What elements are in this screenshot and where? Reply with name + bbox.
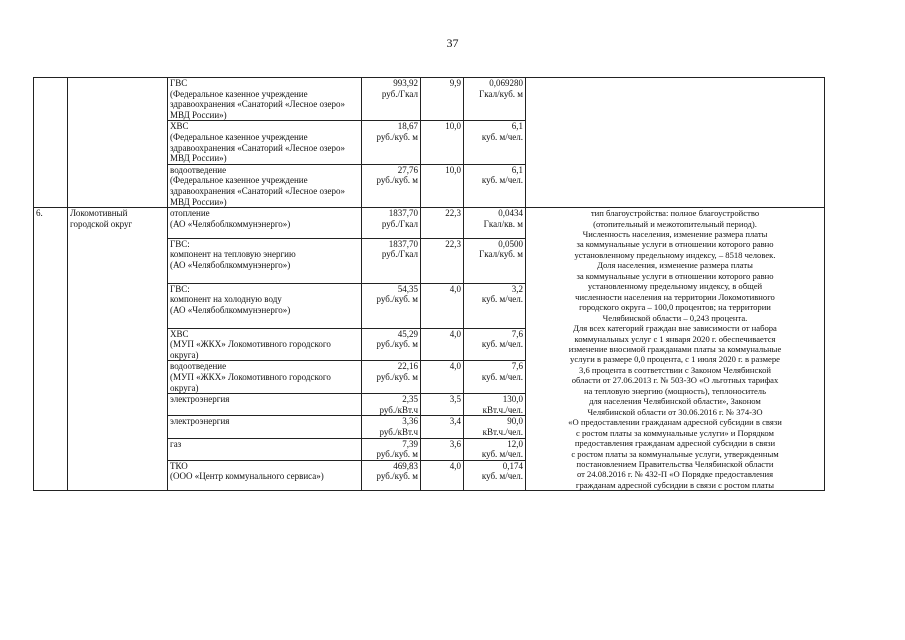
row-number-cell xyxy=(34,78,68,208)
service-text: ХВС (Федеральное казенное учреждение здравоохранения «Санаторий «Лесное озеро» МВД России») xyxy=(170,121,346,164)
service-cell xyxy=(168,78,362,121)
notes-text: тип благоустройства: полное благоустройство (отопительный и межотопительный период). Численность населения, изменение размера платы за коммунальные услуги в отношении которого равно установленному предельному индексу, – 8518 человек. Доля населения, изменение размера платы за коммунальные услуги в отношении которого равно установленному предельному индексу, в общей численности населения на территории Локомотивного городского округа – 100,0 процентов; на территории Челябинской области – 0,243 процента. Для всех категорий граждан вне зависимости от набора коммунальных услуг с 1 января 2020 г. обеспечивается изменение вносимой гражданами платы за коммунальные услуги в размере 0,0 процента, с 1 июля 2020 г. в размере 3,6 процента в соответствии с Законом Челябинской области от 27.06.2013 г. № 503-ЗО «О льготных тарифах на тепловую энергию (мощность), теплоноситель для населения Челябинской области», Законом Челябинской области от 30.06.2016 г. № 374-ЗО «О предоставлении гражданам адресной субсидии в связи с ростом платы за коммунальные услуги» и Порядком предоставления гражданам адресной субсидии в связи с ростом платы за коммунальные услуги, утвержденным постановлением Правительства Челябинской области от 24.08.2016 г. № 432-П «О Порядке предоставления гражданам адресной субсидии в связи с ростом платы xyxy=(568,208,782,490)
tariff-cell xyxy=(362,416,421,438)
service-text: газ xyxy=(170,438,182,449)
tariff-table xyxy=(33,77,825,491)
service-cell xyxy=(168,438,362,460)
tariff-unit: руб./куб. м xyxy=(376,175,418,186)
tariff-cell xyxy=(362,121,421,164)
norm-value: 6,1 xyxy=(511,164,523,175)
norm-cell xyxy=(464,361,526,394)
municipality-cell xyxy=(68,78,168,208)
service-text: ГВС: компонент на тепловую энергию (АО «Челябоблкоммунэнерго») xyxy=(170,238,296,270)
municipality-cell xyxy=(68,208,168,491)
page-number: 37 xyxy=(446,36,459,50)
norm-unit: Гкал/кв. м xyxy=(483,218,523,229)
norm-cell xyxy=(464,438,526,460)
norm-value: 3,2 xyxy=(511,283,523,294)
norm-unit: кВт.ч./чел. xyxy=(482,404,523,415)
service-cell xyxy=(168,394,362,416)
tariff-value: 1837,70 xyxy=(388,238,418,249)
tariff-value: 993,92 xyxy=(393,78,418,88)
norm-cell xyxy=(464,460,526,491)
norm-value: 130,0 xyxy=(502,394,523,405)
growth-cell xyxy=(421,416,464,438)
growth-value: 3,6 xyxy=(449,438,461,449)
norm-value: 90,0 xyxy=(507,416,523,427)
tariff-unit: руб./куб. м xyxy=(376,131,418,142)
row-number-cell xyxy=(34,208,68,491)
growth-value: 22,3 xyxy=(445,238,461,249)
norm-cell xyxy=(464,238,526,283)
service-text: ХВС (МУП «ЖКХ» Локомотивного городского округа) xyxy=(170,328,331,360)
growth-cell xyxy=(421,361,464,394)
growth-value: 9,9 xyxy=(449,78,461,88)
service-text: водоотведение (Федеральное казенное учреждение здравоохранения «Санаторий «Лесное озеро» МВД России») xyxy=(170,164,346,207)
growth-cell xyxy=(421,238,464,283)
norm-value: 0,069280 xyxy=(489,78,523,88)
growth-cell xyxy=(421,328,464,361)
tariff-unit: руб./кВт.ч xyxy=(379,427,418,438)
norm-value: 7,6 xyxy=(511,328,523,339)
tariff-unit: руб./куб. м xyxy=(376,372,418,383)
tariff-cell xyxy=(362,164,421,207)
growth-cell xyxy=(421,460,464,491)
tariff-cell xyxy=(362,78,421,121)
tariff-cell xyxy=(362,361,421,394)
growth-value: 4,0 xyxy=(449,361,461,372)
norm-cell xyxy=(464,78,526,121)
notes-cell xyxy=(526,208,825,491)
growth-value: 3,5 xyxy=(449,394,461,405)
table-row xyxy=(34,208,825,238)
tariff-value: 22,16 xyxy=(397,361,418,372)
tariff-cell xyxy=(362,328,421,361)
tariff-value: 45,29 xyxy=(397,328,418,339)
norm-value: 0,0500 xyxy=(498,238,523,249)
growth-cell xyxy=(421,283,464,328)
growth-value: 3,4 xyxy=(449,416,461,427)
service-text: ГВС (Федеральное казенное учреждение здравоохранения «Санаторий «Лесное озеро» МВД России») xyxy=(170,78,346,120)
service-cell xyxy=(168,121,362,164)
service-text: отопление (АО «Челябоблкоммунэнерго») xyxy=(170,208,291,229)
norm-cell xyxy=(464,164,526,207)
municipality-name: Локомотивный городской округ xyxy=(70,208,133,229)
service-cell xyxy=(168,460,362,491)
tariff-cell xyxy=(362,460,421,491)
tariff-unit: руб./куб. м xyxy=(376,339,418,350)
service-cell xyxy=(168,416,362,438)
growth-cell xyxy=(421,438,464,460)
growth-value: 4,0 xyxy=(449,460,461,471)
norm-cell xyxy=(464,283,526,328)
tariff-unit: руб./куб. м xyxy=(376,471,418,482)
norm-unit: куб. м/чел. xyxy=(481,449,523,460)
norm-cell xyxy=(464,208,526,238)
tariff-unit: руб./Гкал xyxy=(381,249,418,260)
growth-cell xyxy=(421,394,464,416)
tariff-value: 54,35 xyxy=(397,283,418,294)
notes-cell xyxy=(526,78,825,208)
norm-unit: куб. м/чел. xyxy=(481,339,523,350)
service-cell xyxy=(168,164,362,207)
norm-unit: куб. м/чел. xyxy=(481,294,523,305)
norm-unit: кВт.ч./чел. xyxy=(482,427,523,438)
norm-cell xyxy=(464,328,526,361)
table-row xyxy=(34,78,825,121)
norm-cell xyxy=(464,121,526,164)
growth-cell xyxy=(421,78,464,121)
section-number: 6. xyxy=(36,208,43,219)
tariff-cell xyxy=(362,438,421,460)
tariff-value: 7,39 xyxy=(402,438,418,449)
tariff-cell xyxy=(362,283,421,328)
norm-unit: Гкал/куб. м xyxy=(479,249,523,260)
tariff-unit: руб./куб. м xyxy=(376,449,418,460)
norm-cell xyxy=(464,416,526,438)
growth-cell xyxy=(421,164,464,207)
tariff-cell xyxy=(362,394,421,416)
service-cell xyxy=(168,208,362,238)
service-cell xyxy=(168,283,362,328)
norm-unit: Гкал/куб. м xyxy=(479,88,523,99)
service-cell xyxy=(168,361,362,394)
norm-value: 7,6 xyxy=(511,361,523,372)
tariff-value: 27,76 xyxy=(397,164,418,175)
tariff-cell xyxy=(362,238,421,283)
tariff-unit: руб./кВт.ч xyxy=(379,404,418,415)
norm-value: 0,174 xyxy=(502,460,523,471)
growth-value: 10,0 xyxy=(445,121,461,132)
tariff-unit: руб./Гкал xyxy=(381,218,418,229)
norm-value: 0,0434 xyxy=(498,208,523,219)
service-text: водоотведение (МУП «ЖКХ» Локомотивного городского округа) xyxy=(170,361,331,393)
tariff-value: 469,83 xyxy=(393,460,418,471)
norm-unit: куб. м/чел. xyxy=(481,372,523,383)
tariff-unit: руб./куб. м xyxy=(376,294,418,305)
norm-value: 6,1 xyxy=(511,121,523,132)
growth-value: 10,0 xyxy=(445,164,461,175)
norm-unit: куб. м/чел. xyxy=(481,471,523,482)
growth-cell xyxy=(421,121,464,164)
service-text: электроэнергия xyxy=(170,394,230,405)
growth-value: 4,0 xyxy=(449,328,461,339)
norm-unit: куб. м/чел. xyxy=(481,175,523,186)
tariff-unit: руб./Гкал xyxy=(381,88,418,99)
growth-value: 4,0 xyxy=(449,283,461,294)
norm-cell xyxy=(464,394,526,416)
tariff-cell xyxy=(362,208,421,238)
service-cell xyxy=(168,328,362,361)
tariff-value: 3,36 xyxy=(402,416,418,427)
tariff-value: 2,35 xyxy=(402,394,418,405)
service-text: ТКО (ООО «Центр коммунального сервиса») xyxy=(170,460,324,482)
growth-cell xyxy=(421,208,464,238)
service-cell xyxy=(168,238,362,283)
tariff-value: 18,67 xyxy=(397,121,418,132)
service-text: электроэнергия xyxy=(170,416,230,427)
norm-unit: куб. м/чел. xyxy=(481,131,523,142)
growth-value: 22,3 xyxy=(445,208,461,219)
service-text: ГВС: компонент на холодную воду (АО «Челябоблкоммунэнерго») xyxy=(170,283,291,315)
tariff-value: 1837,70 xyxy=(388,208,418,219)
norm-value: 12,0 xyxy=(507,438,523,449)
